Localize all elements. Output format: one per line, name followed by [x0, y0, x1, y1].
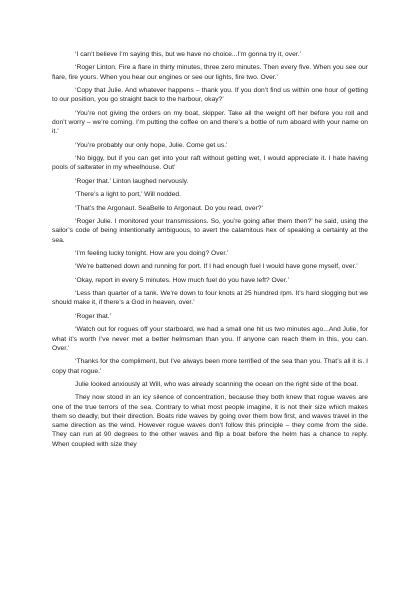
- paragraph: ‘That’s the Argonaut. SeaBelle to Argonaut. Do you read, over?’: [75, 204, 263, 212]
- paragraph: ‘Copy that Julie. And whatever happens – thank you. If you don’t find us within one hour of getting to our position, you go straight back to the harbour, okay?’: [52, 87, 368, 104]
- paragraph: Julie looked anxiously at Will, who was already scanning the ocean on the right side of the boat.: [75, 380, 359, 388]
- paragraph: ‘Roger that.’ Linton laughed nervously.: [75, 177, 189, 185]
- paragraph: ‘Watch out for rogues off your starboard, we had a small one hit us two minutes ago...And Julie, for what it’s worth I’ve never met a better helmsman than you. If anyone can reach them in this, you can. Over.’: [52, 326, 368, 352]
- paragraph: ‘I’m feeling lucky tonight. How are you doing? Over.’: [75, 249, 229, 257]
- paragraph: ‘You’re not giving the orders on my boat, skipper. Take all the weight off her before you roll and don’t worry – we’re coming. I’m putting the coffee on and there’s a bottle of rum aboard with your name on it.’: [52, 109, 368, 136]
- paragraph: ‘Roger Linton. Fire a flare in thirty minutes, three zero minutes. Then every five. When you see our flare, fire yours. When you hear our engines or see our lights, fire two. Over.’: [52, 64, 368, 81]
- paragraph: ‘Roger Julie. I monitored your transmissions. So, you’re going after them then?’ he said, using the sailor’s code of being intentionally ambiguous, to avert the calamitous hex of speaking a certainty at the sea.: [52, 218, 368, 244]
- paragraph: ‘I can’t believe I’m saying this, but we have no choice...I’m gonna try it, over.’: [75, 51, 301, 58]
- body-text: [52, 50, 368, 449]
- paragraph: ‘No biggy, but if you can get into your raft without getting wet, I would appreciate it. I hate having pools of saltwater in my wheelhouse. Out’: [52, 155, 368, 172]
- paragraph: ‘Roger that.’: [75, 312, 112, 320]
- paragraph: ‘Thanks for the compliment, but I’ve always been more terrified of the sea than you. That’s all it is. I copy that rogue.’: [52, 358, 368, 375]
- paragraph: ‘There’s a light to port,’ Will nodded.: [75, 191, 181, 199]
- paragraph: ‘We’re battened down and running for port. If I had enough fuel I would have gone myself, over.’: [75, 263, 358, 271]
- paragraph: ‘Okay, report in every 5 minutes. How much fuel do you have left? Over.’: [75, 276, 289, 284]
- paragraph: ‘Less than quarter of a tank. We’re down to four knots at 25 hundred rpm. It’s hard slogging but we should make it, if there’s a God in heaven, over.’: [52, 290, 368, 307]
- paragraph: They now stood in an icy silence of concentration, because they both knew that rogue waves are one of the true terrors of the sea. Contrary to what most people imagine, it is not their size which makes them so deadly, but their direction. Boats ride waves by going over them bow first, and waves travel in the same direction as the wind. However rogue waves don’t follow this principle – they come from the side. They can run at 90 degrees to the other waves and flip a boat before the helm has a chance to reply. When coupled with size they: [52, 394, 368, 448]
- paragraph: ‘You’re probably our only hope, Julie. Come get us.’: [75, 141, 228, 149]
